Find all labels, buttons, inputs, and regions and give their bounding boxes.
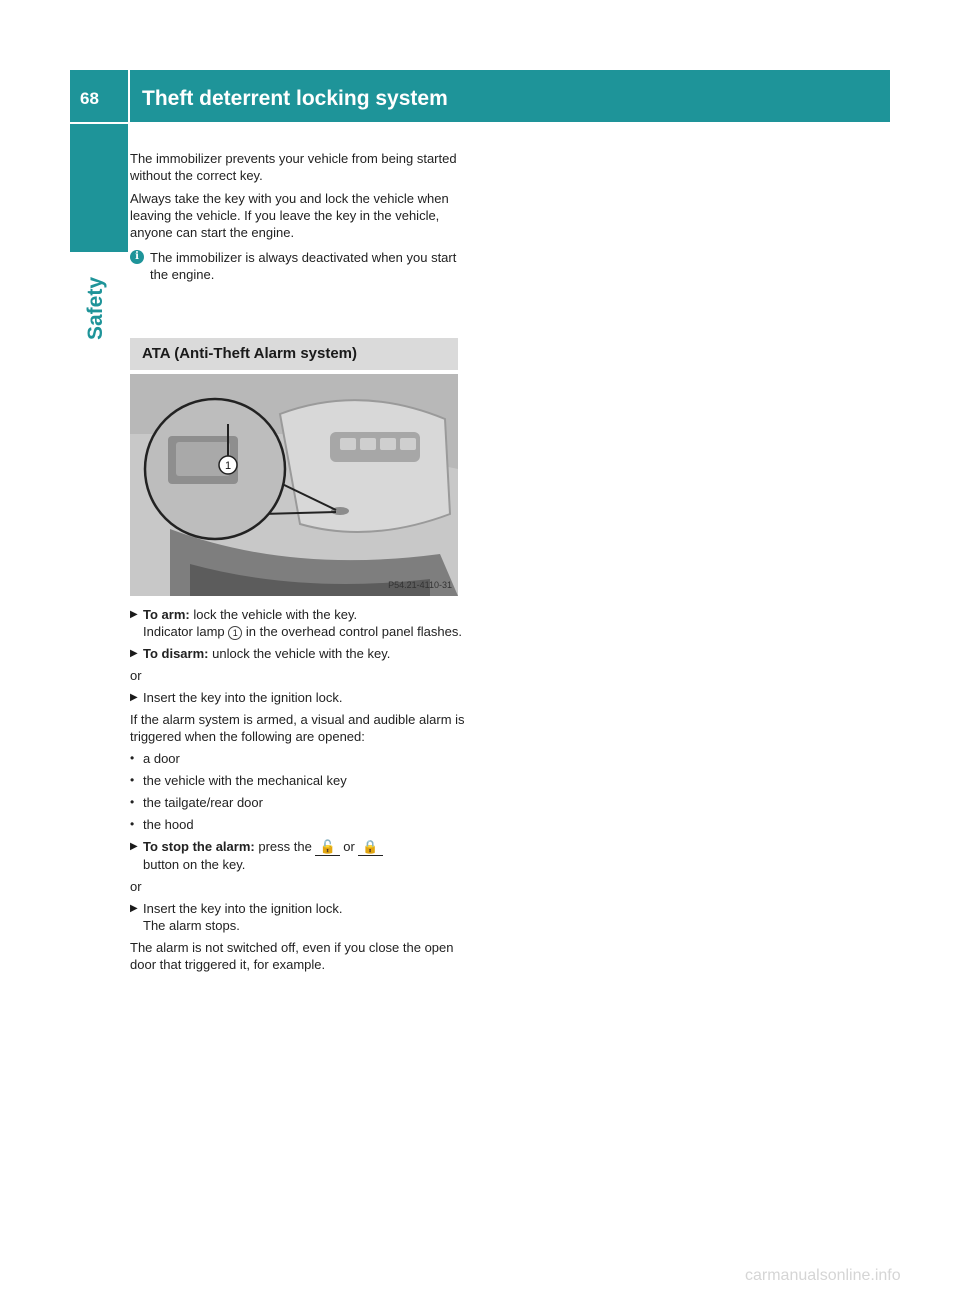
list-item	[130, 816, 465, 833]
step-disarm-text: unlock the vehicle with the key.	[212, 646, 391, 661]
step-arrow-icon: ▶	[130, 841, 138, 852]
list-item	[130, 794, 465, 811]
bullet-icon: •	[130, 773, 135, 787]
page-number: 68	[80, 89, 99, 108]
step-disarm	[130, 645, 465, 662]
stop-text-or: or	[339, 839, 359, 854]
bullet-icon: •	[130, 751, 135, 765]
step-arrow-icon: ▶	[130, 609, 138, 620]
figure-code: P54.21-4110-31	[388, 580, 452, 590]
step-arrow-icon: ▶	[130, 903, 138, 914]
figure-callout-label: 1	[224, 460, 232, 472]
or-separator-1: or	[130, 668, 142, 683]
section-heading: ATA (Anti-Theft Alarm system)	[142, 345, 358, 362]
step-insert-key-1	[130, 689, 465, 706]
step-insert-key-1-text: Insert the key into the ignition lock.	[143, 690, 343, 705]
stop-alarm-label: To stop the alarm:	[143, 839, 255, 854]
watermark: carmanualsonline.info	[745, 1267, 901, 1284]
list-item-text: the hood	[143, 817, 194, 832]
step-stop-alarm	[130, 838, 465, 873]
side-tab-label: Safety	[84, 276, 107, 340]
overhead-panel-figure	[130, 374, 458, 596]
step-arrow-icon: ▶	[130, 692, 138, 703]
info-note-text: The immobilizer is always deactivated when you start the engine.	[150, 250, 457, 282]
step-insert-key-2-text: Insert the key into the ignition lock.	[143, 901, 343, 916]
step-arrow-icon: ▶	[130, 648, 138, 659]
intro-paragraph-1: The immobilizer prevents your vehicle from being started without the correct key.	[130, 151, 457, 183]
step-insert-key-2	[130, 900, 465, 934]
list-item-text: the vehicle with the mechanical key	[143, 773, 347, 788]
arm-detail-after: in the overhead control panel flashes.	[242, 624, 462, 639]
lock-button-icon: 🔒	[358, 838, 382, 856]
intro-section	[130, 150, 460, 283]
stop-text-after: button on the key.	[143, 857, 246, 872]
side-tab	[70, 124, 128, 252]
info-icon: i	[130, 250, 144, 264]
list-item	[130, 750, 465, 767]
list-item	[130, 772, 465, 789]
list-item-text: a door	[143, 751, 180, 766]
closing-paragraph: The alarm is not switched off, even if you close the open door that triggered it, for example.	[130, 940, 454, 972]
list-item-text: the tailgate/rear door	[143, 795, 263, 810]
step-insert-key-2-result: The alarm stops.	[143, 918, 240, 933]
stop-text-before: press the	[258, 839, 316, 854]
instructions-section	[130, 606, 465, 978]
info-note	[130, 249, 460, 283]
indicator-lamp-callout: 1	[228, 626, 242, 640]
page-number-box	[70, 70, 128, 122]
step-arm	[130, 606, 465, 640]
page-title: Theft deterrent locking system	[142, 87, 448, 110]
step-disarm-label: To disarm:	[143, 646, 209, 661]
alarm-intro: If the alarm system is armed, a visual and audible alarm is triggered when the following are opened:	[130, 712, 465, 744]
arm-detail-before: Indicator lamp	[143, 624, 229, 639]
bullet-icon: •	[130, 795, 135, 809]
step-arm-label: To arm:	[143, 607, 190, 622]
or-separator-2: or	[130, 879, 142, 894]
intro-paragraph-2: Always take the key with you and lock the vehicle when leaving the vehicle. If you leave the key in the vehicle, anyone can start the engine.	[130, 191, 449, 240]
step-arm-text: lock the vehicle with the key.	[193, 607, 358, 622]
overhead-panel-illustration	[130, 374, 458, 596]
bullet-icon: •	[130, 817, 135, 831]
unlock-button-icon: 🔓	[315, 838, 339, 856]
